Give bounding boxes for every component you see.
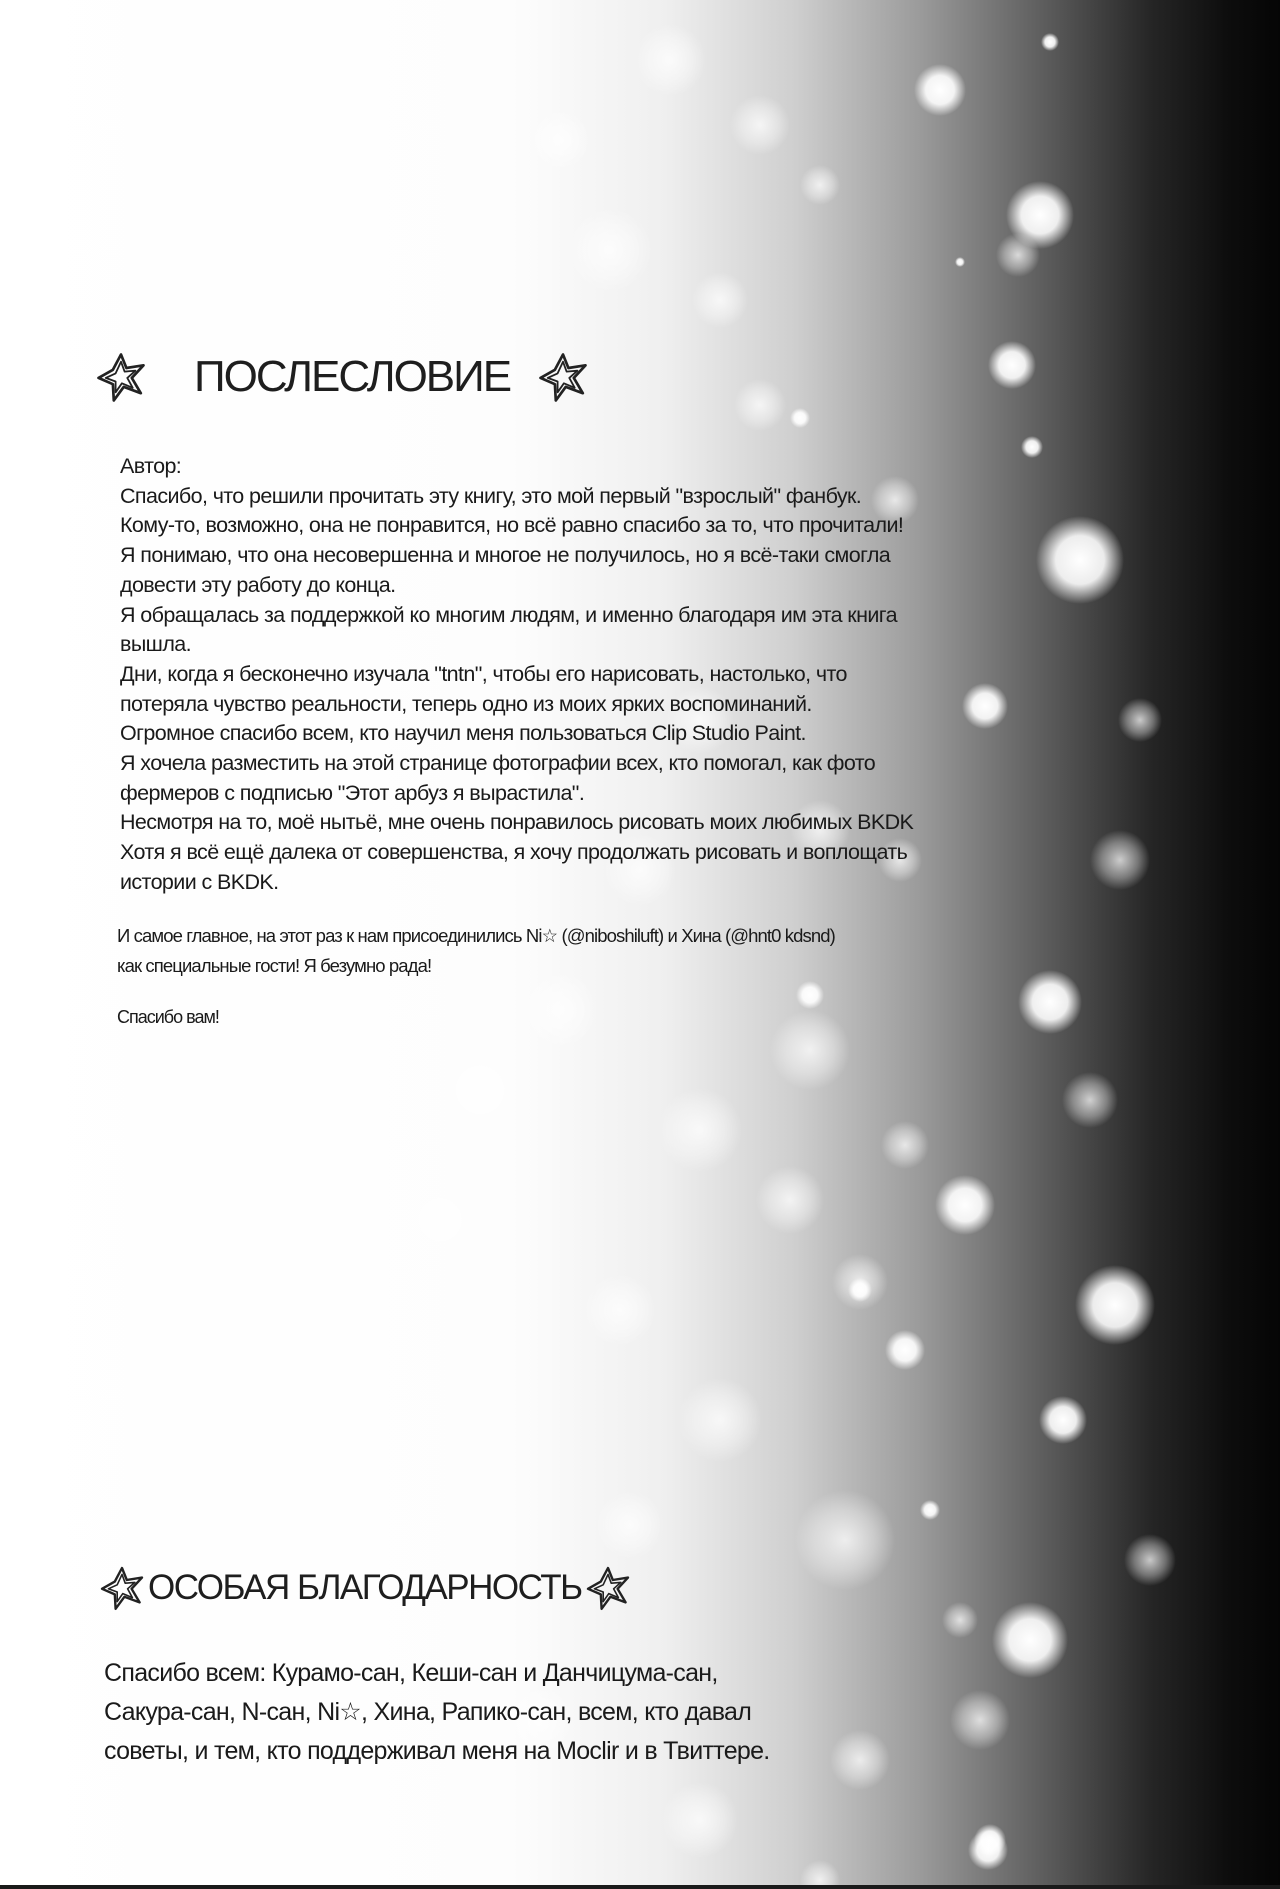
bokeh-orb [730, 95, 790, 155]
bokeh-orb [678, 1378, 762, 1462]
author-line: довести эту работу до конца. [120, 572, 396, 597]
author-line: Я хочела разместить на этой странице фотографии всех, кто помогал, как фото [120, 751, 876, 776]
bokeh-orb [410, 1190, 470, 1250]
bokeh-orb [790, 408, 810, 428]
bokeh-orb [942, 1602, 978, 1638]
bokeh-orb [446, 1056, 514, 1124]
bokeh-orb [770, 1010, 850, 1090]
bokeh-orb [920, 1500, 940, 1520]
outlined-star-icon [584, 1564, 632, 1612]
special-guests-note [117, 921, 1017, 981]
closing-thanks: Спасибо вам! [117, 1007, 219, 1027]
bokeh-orb [584, 1274, 656, 1346]
bokeh-orb [1124, 1534, 1176, 1586]
page-bottom-edge [0, 1885, 1280, 1889]
bokeh-orb [1090, 830, 1150, 890]
author-line: Огромное спасибо всем, кто научил меня пользоваться Clip Studio Paint. [120, 721, 806, 746]
bokeh-orb [530, 110, 590, 170]
author-message [120, 452, 990, 898]
thanks-line: Сакура-сан, N-сан, Ni☆, Хина, Рапико-сан, всем, кто давал [104, 1698, 752, 1726]
bokeh-orb [522, 972, 598, 1048]
bokeh-orb [795, 1490, 895, 1590]
bokeh-orb [1018, 970, 1082, 1034]
bokeh-orb [950, 1690, 1010, 1750]
bokeh-orb [848, 1278, 872, 1302]
bokeh-orb [658, 1088, 742, 1172]
outlined-star-icon [536, 350, 590, 404]
bokeh-orb [992, 1602, 1068, 1678]
author-line: фермеров с подписью "Этот арбуз я вырастила". [120, 780, 585, 805]
bokeh-orb [955, 257, 965, 267]
bokeh-orb [800, 165, 840, 205]
author-line: вышла. [120, 632, 191, 657]
special-thanks-title: ОСОБАЯ БЛАГОДАРНОСТЬ [148, 1568, 582, 1607]
special-thanks-text [104, 1654, 924, 1771]
thanks-line: советы, и тем, кто поддерживал меня на Moclir и в Твиттере. [104, 1737, 770, 1765]
bokeh-orb [596, 1491, 664, 1559]
author-line: Хотя я всё ещё далека от совершенства, я хочу продолжать рисовать и воплощать [120, 840, 908, 865]
author-line: Спасибо, что решили прочитать эту книгу, это мой первый "взрослый" фанбук. [120, 483, 862, 508]
bokeh-orb [1062, 1072, 1118, 1128]
bokeh-orb [662, 1782, 738, 1858]
author-line: Несмотря на то, моё нытьё, мне очень понравилось рисовать моих любимых BKDK [120, 810, 914, 835]
bokeh-orb [734, 379, 786, 431]
outlined-star-icon [98, 1564, 146, 1612]
author-line: истории с BKDK. [120, 869, 279, 894]
author-line: потеряла чувство реальности, теперь одно из моих ярких воспоминаний. [120, 691, 812, 716]
bokeh-orb [914, 64, 966, 116]
author-line: Автор: [120, 454, 182, 478]
bokeh-orb [1039, 1396, 1087, 1444]
bokeh-orb [1036, 516, 1124, 604]
bokeh-orb [1075, 1265, 1155, 1345]
bokeh-orb [634, 24, 706, 96]
guests-line: И самое главное, на этот раз к нам присоединились Ni☆ (@niboshiluft) и Хина (@hnt0 kdsnd) [117, 925, 835, 946]
special-thanks-heading [98, 1564, 632, 1612]
bokeh-orb [885, 1330, 925, 1370]
bokeh-orb [1021, 436, 1043, 458]
bokeh-orb [1041, 33, 1059, 51]
afterword-heading [94, 350, 590, 404]
bokeh-orb [1118, 698, 1162, 742]
outlined-star-icon [94, 350, 148, 404]
bokeh-orb [988, 341, 1036, 389]
thanks-line: Спасибо всем: Курамо-сан, Кеши-сан и Данчицума-сан, [104, 1659, 718, 1687]
bokeh-orb [692, 272, 748, 328]
bokeh-orb [881, 1121, 929, 1169]
afterword-title: ПОСЛЕСЛОВИЕ [194, 352, 511, 401]
bokeh-orb [796, 981, 824, 1009]
guests-line: как специальные гости! Я безумно рада! [117, 955, 432, 976]
bokeh-orb [935, 1175, 995, 1235]
bokeh-orb [756, 1166, 824, 1234]
author-line: Я обращалась за поддержкой ко многим людям, и именно благодаря им эта книга [120, 602, 897, 627]
bokeh-orb [568, 208, 652, 292]
author-line: Кому-то, возможно, она не понравится, но всё равно спасибо за то, что прочитали! [120, 513, 904, 538]
author-line: Я понимаю, что она несовершенна и многое не получилось, но я всё-таки смогла [120, 543, 891, 568]
bokeh-orb [974, 1824, 1006, 1856]
author-line: Дни, когда я бесконечно изучала "tntn", чтобы его нарисовать, настолько, что [120, 661, 847, 686]
bokeh-orb [996, 233, 1040, 277]
